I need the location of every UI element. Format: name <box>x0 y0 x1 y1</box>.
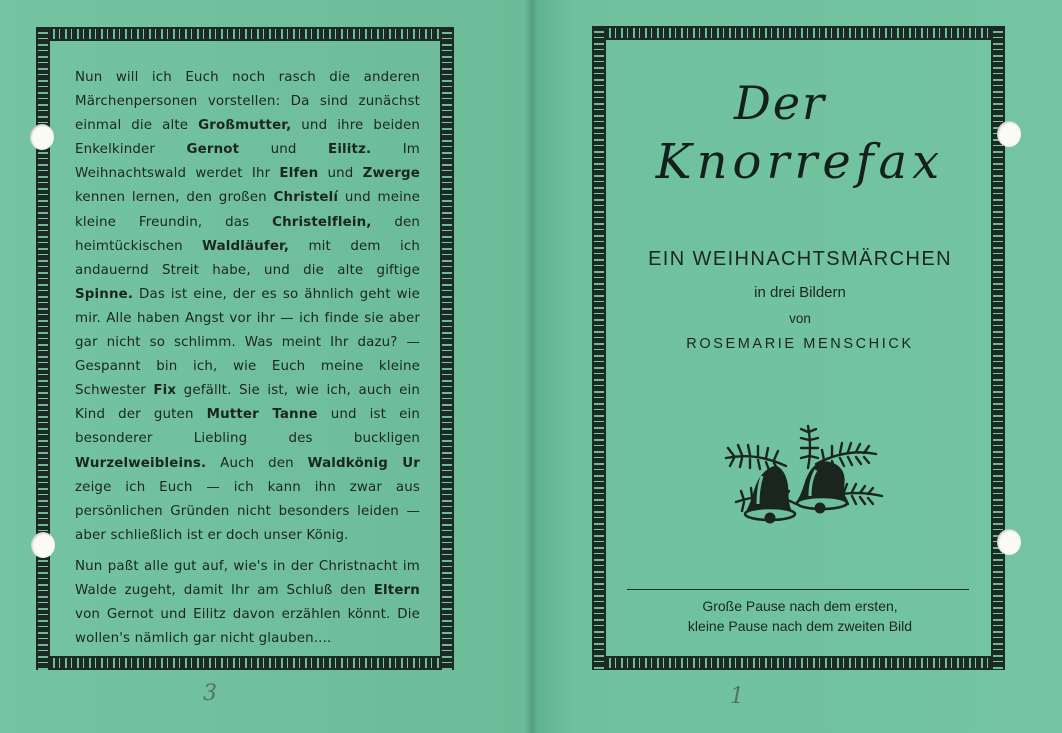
left-page-number: 3 <box>203 681 217 706</box>
christmas-bells-icon <box>716 418 886 530</box>
character-name: Elfen <box>279 166 319 182</box>
paragraph-2: Nun paßt alle gut auf, wie's in der Christnacht im Walde zugeht, damit Ihr am Schluß den Eltern von Gernot und Eilitz davon erzählen könnt. Die wollen's nämlich gar nicht glauben.... <box>75 558 420 647</box>
subtitle: EIN WEIHNACHTSMÄRCHEN <box>648 248 952 270</box>
paragraph-1: Nun will ich Euch noch rasch die anderen Märchenpersonen vorstellen: Da sind zunächst einmal die alte Großmutter, und ihre beiden Enkelkinder Gernot und Eilitz. Im Weihnachtswald werdet Ihr Elfen und Zwerge kennen lernen, den großen Christelí und meine kleine Freundin, das Christelflein, den heimtückischen Waldläufer, mit dem ich andauernd Streit habe, und die alte giftige Spinne. Das ist eine, der es so ähnlich geht wie mir. Alle haben Angst vor ihr — ich finde sie aber gar nicht so schlimm. Was meint Ihr dazu? — Gespannt bin ich, wie Euch meine kleine Schwester Fix gefällt. Sie ist, wie ich, auch ein Kind der guten Mutter Tanne und ist ein besonderer Liebling des buckligen Wurzelweibleins. Auch den Waldkönig Ur zeige ich Euch — ich kann ihn zwar aus persönlichen Gründen nicht besonders leiden — aber schließlich ist er doch unser König. <box>75 70 421 543</box>
intermission-note-1: Große Pause nach dem ersten, <box>702 598 898 614</box>
intermission-note-2: kleine Pause nach dem zweiten Bild <box>687 618 913 634</box>
character-name: Fix <box>153 383 177 399</box>
character-name: Waldkönig Ur <box>307 455 420 471</box>
character-name: Eilitz. <box>328 142 372 158</box>
character-name: Spinne. <box>75 286 134 302</box>
character-name: Christelí <box>273 190 339 206</box>
divider-line <box>627 589 969 590</box>
author-name: ROSEMARIE MENSCHICK <box>686 336 914 352</box>
punch-hole <box>997 529 1021 555</box>
by-line: von <box>789 311 811 326</box>
title-line-1: Der <box>733 76 827 130</box>
character-name: Mutter Tanne <box>206 407 318 423</box>
character-name: Gernot <box>186 142 240 158</box>
right-page-number: 1 <box>730 684 744 709</box>
character-introduction-text <box>75 66 420 651</box>
page-fold <box>524 0 538 733</box>
character-name: Großmutter, <box>198 118 292 134</box>
character-name: Waldläufer, <box>202 238 290 254</box>
punch-hole <box>997 121 1021 147</box>
character-name: Zwerge <box>362 166 420 182</box>
punch-hole <box>30 124 54 150</box>
title-line-2: Knorrefax <box>655 134 945 190</box>
subtitle-detail: in drei Bildern <box>754 284 846 301</box>
punch-hole <box>31 532 55 558</box>
character-name: Christelflein, <box>272 214 372 230</box>
character-name: Eltern <box>373 582 420 598</box>
character-name: Wurzelweibleins. <box>75 455 207 471</box>
